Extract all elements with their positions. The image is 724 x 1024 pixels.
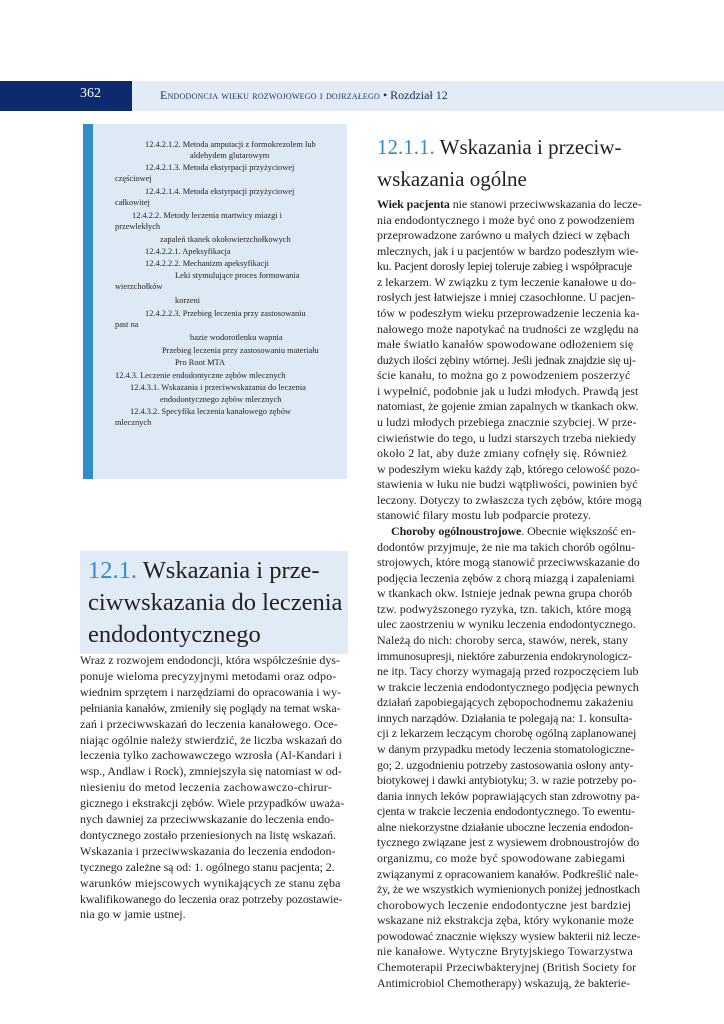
body-text-line: dontycznego zostało przeniesionych na listę wskazań.	[80, 827, 336, 842]
toc-entry: past na	[115, 320, 139, 329]
toc-entry: bazie wodorotlenku wapnia	[190, 333, 283, 342]
body-text-line: dużych ilości zębiny wtórnej. Jeśli jednak znajdzie się uj-	[377, 352, 636, 367]
body-text-line: innych narządów. Działania te polegają na: 1. konsulta-	[377, 710, 633, 725]
body-text-line: ży, że we wszystkich wymienionych poniżej jednostkach	[377, 882, 640, 897]
body-text-line: rosłych jest łatwiejsze i mniej czasochłonne. U pacjen-	[377, 290, 635, 305]
toc-entry: 12.4.3. Leczenie endodontyczne zębów mlecznych	[115, 371, 286, 380]
body-text-line: leczony. Dotyczy to zwłaszcza tych zębów, które mogą	[377, 492, 642, 507]
toc-entry: Pro Root MTA	[175, 358, 226, 367]
body-text-line: wsp., Andlaw i Rock), zmniejszyła się natomiast w od-	[80, 764, 342, 779]
subsection-title-line-1: 12.1.1. Wskazania i przeciw-	[377, 135, 622, 159]
body-text-line: i wypełnić, podobnie jak u ludzi młodych. Prawdą jest	[377, 383, 639, 398]
body-text-line: podjęcia leczenia zębów z chorą miazgą i zapaleniami	[377, 570, 635, 585]
toc-entry: całkowitej	[115, 198, 150, 207]
toc-entry: 12.4.3.2. Specyfika leczenia kanałowego zębów	[130, 407, 291, 416]
toc-side-stripe	[83, 124, 93, 479]
toc-entry: endodontycznego zębów mlecznych	[160, 395, 282, 404]
body-text-line: ponuje wieloma precyzyjnymi metodami oraz odpo-	[80, 668, 337, 683]
body-text-line: wiednim sprzętem i narzędziami do opracowania i wy-	[80, 684, 342, 699]
bold-lead-term: Choroby ogólnoustrojowe	[391, 523, 522, 538]
subsection-number: 12.1.1.	[377, 135, 435, 159]
page-number: 362	[80, 86, 101, 101]
toc-entry: częściowej	[115, 174, 152, 183]
body-text-line: w tkankach okw. Istnieje jednak pewna grupa chorób	[377, 586, 633, 601]
body-text-line: immunosupresji, niektóre zaburzenia endokrynologicz-	[377, 648, 632, 663]
section-title-line-1: 12.1. Wskazania i prze-	[88, 557, 320, 584]
body-text-line: w danym przypadku metody leczenia stomatologiczne-	[377, 741, 635, 756]
body-text-line: strojowych, które mogą stanowić przeciwwskazanie do	[377, 555, 640, 570]
body-text-line: zań i przeciwwskazań do leczenia kanałowego. Oce-	[80, 716, 338, 731]
toc-entry: korzeni	[175, 296, 201, 305]
bold-lead-term: Wiek pacjenta	[377, 197, 450, 211]
toc-entry: zapaleń tkanek okołowierzchołkowych	[160, 235, 291, 244]
body-text-line: z lekarzem. W związku z tym leczenie kanałowe u do-	[377, 274, 636, 289]
section-title-line-2: ciwwskazania do leczenia	[88, 589, 343, 616]
body-text-line: organizmu, co może być spowodowane zabiegami	[377, 850, 626, 865]
body-text-line: alne niekorzystne działanie uboczne leczenia endodon-	[377, 819, 634, 834]
body-text-line: ście kanału, to można go z powodzeniem poszerzyć	[377, 368, 631, 383]
subsection-title-line-2: wskazania ogólne	[377, 167, 527, 191]
running-head	[160, 88, 580, 103]
toc-entry: aldehydem glutarowym	[190, 151, 270, 160]
body-text-line: w podeszłym wieku każdy ząb, którego celowość pozo-	[377, 461, 640, 476]
body-text-line: stawienia w łuku nie budzi wątpliwości, powinien być	[377, 477, 638, 492]
body-text-line: nia endodontycznego i może być ono z powodzeniem	[377, 212, 635, 227]
body-text-line: tycznego związane jest z wysiewem drobnoustrojów do	[377, 835, 640, 850]
body-text-line: chorobowych leczenie endodontyczne jest bardziej	[377, 897, 632, 912]
toc-entry: 12.4.3.1. Wskazania i przeciwwskazania do leczenia	[130, 383, 306, 392]
body-text-line: niając ogólnie należy stwierdzić, że liczba wskazań do	[80, 732, 342, 747]
body-text-line: działań zapobiegających zębopochodnemu zakażeniu	[377, 695, 634, 710]
body-text-line: leczenia tylko zachowawczego wzrosła (Al-Kandari i	[80, 748, 342, 763]
body-text-line: dania innych leków poprawiających stan zdrowotny pa-	[377, 788, 640, 803]
body-text-line: małe światło kanałów spowodowane odłożeniem się	[377, 337, 634, 352]
body-text-line: nych dawniej za przeciwwskazanie do leczenia endo-	[80, 812, 335, 826]
body-text-line: u ludzi młodych przebiega znacznie szybciej. W prze-	[377, 414, 637, 429]
body-text-line: ne itp. Tacy chorzy wymagają przed rozpoczęciem lub	[377, 664, 639, 679]
body-text-line: w trakcie leczenia endodontycznego podjęcia pewnych	[377, 679, 639, 694]
running-head-title: Endodoncja wieku rozwojowego i dojrzałego	[160, 88, 380, 102]
body-text-line: cji z lekarzem leczącym chorobę ogólną zaplanowanej	[377, 726, 637, 741]
toc-entry: 12.4.2.1.4. Metoda ekstyrpacji przyżyciowej	[145, 187, 295, 196]
body-text-line: około 2 lat, aby duże zmiany cofnęły się. Również	[377, 446, 627, 461]
body-text-line: ulec zaostrzeniu w wyniku leczenia endodontycznego.	[377, 617, 636, 632]
body-text-line: warunków miejscowych wynikających ze stanu zęba	[80, 875, 341, 890]
body-text-line: tzw. podwyższonego ryzyka, tzn. takich, które mogą	[377, 601, 632, 616]
toc-entry: 12.4.2.1.2. Metoda amputacji z formokrezolem lub	[145, 140, 316, 149]
body-text-line: tycznego zależne są od: 1. ogólnego stanu pacjenta; 2.	[80, 859, 335, 874]
body-text-line: nia go w jamie ustnej.	[80, 907, 186, 922]
toc-entry: 12.4.2.2.2. Mechanizm apeksyfikacji	[145, 259, 269, 268]
body-text-line: Choroby ogólnoustrojowe. Obecnie większość en-	[391, 523, 636, 538]
toc-entry: Przebieg leczenia przy zastosowaniu materiału	[162, 346, 319, 355]
toc-entry: Leki stymulujące proces formowania	[175, 271, 300, 280]
section-number: 12.1.	[88, 557, 137, 584]
body-text-line: Wraz z rozwojem endodoncji, która współcześnie dys-	[80, 653, 340, 667]
body-text-line: nałowego może napotykać na trudności ze względu na	[377, 321, 639, 336]
body-text-line: gicznego i ekstrakcji zębów. Wiele przypadków uważa-	[80, 796, 345, 811]
body-text-line: go; 2. uzgodnieniu potrzeby zastosowania osłony anty-	[377, 757, 634, 772]
toc-entry: wierzchołków	[115, 282, 163, 291]
body-text-line: natomiast, że gojenie zmian zapalnych w tkankach okw.	[377, 399, 639, 414]
toc-entry: 12.4.2.2. Metody leczenia martwicy miazgi i	[132, 211, 283, 220]
page-number-box	[0, 81, 132, 111]
body-text-line: Należą do nich: choroby serca, stawów, nerek, stany	[377, 632, 629, 647]
body-text-line: kwalifikowanego do leczenia oraz potrzeby pozostawie-	[80, 891, 343, 906]
body-text-line: przeprowadzone zarówno u małych dzieci w zębach	[377, 228, 630, 243]
toc-entry: 12.4.2.2.1. Apeksyfikacja	[145, 247, 231, 256]
body-text-line: tów w podeszłym wieku przeprowadzenie leczenia ka-	[377, 305, 640, 320]
running-head-chapter: • Rozdział 12	[382, 88, 448, 102]
toc-entry: 12.4.2.1.3. Metoda ekstyrpacji przyżyciowej	[145, 163, 295, 172]
body-text-line: Wiek pacjenta nie stanowi przeciwwskazania do lecze-	[377, 197, 642, 211]
body-text-line: ciwieństwie do tego, u ludzi starszych trzeba niekiedy	[377, 430, 637, 445]
body-text-line: stanowić filary mostu lub podparcie protezy.	[377, 508, 591, 523]
body-text-line: dodontów przyjmuje, że nie ma takich chorób ogólnu-	[377, 539, 636, 554]
body-text-line: związanymi z opracowaniem kanałów. Podkreślić nale-	[377, 866, 639, 881]
body-text-line: powodować znacznie większy wysiew bakterii niż lecze-	[377, 928, 641, 943]
body-text-line: wskazane niż ekstrakcja zęba, który wykonanie może	[377, 913, 634, 928]
section-title-line-3: endodontycznego	[88, 621, 261, 648]
body-text-line: niesieniu do metod leczenia zachowawczo-chirur-	[80, 780, 333, 795]
body-text-line: cjenta w trakcie leczenia endodontycznego. To ewentu-	[377, 804, 635, 819]
toc-entry: 12.4.2.2.3. Przebieg leczenia przy zastosowaniu	[145, 309, 306, 318]
toc-entry: przewlekłych	[115, 222, 161, 231]
body-text-line: nie kanałowe. Wytyczne Brytyjskiego Towarzystwa	[377, 944, 633, 959]
body-text-line: mlecznych, jak i u pacjentów w bardzo podeszłym wie-	[377, 243, 639, 258]
body-text-line: pełniania kanałów, zmieniły się poglądy na temat wska-	[80, 700, 341, 715]
body-text-line: Antimicrobiol Chemotherapy) wskazują, że bakterie-	[377, 975, 631, 990]
body-text-line: Chemoterapii Przeciwbakteryjnej (British Society for	[377, 959, 637, 974]
body-text-line: Wskazania i przeciwwskazania do leczenia endodon-	[80, 843, 336, 858]
body-text-line: ku. Pacjent dorosły lepiej toleruje zabieg i współpracuje	[377, 259, 632, 274]
toc-entry: mlecznych	[115, 418, 152, 427]
body-text-line: biotykowej i dawki antybiotyku; 3. w razie potrzeby po-	[377, 773, 637, 788]
